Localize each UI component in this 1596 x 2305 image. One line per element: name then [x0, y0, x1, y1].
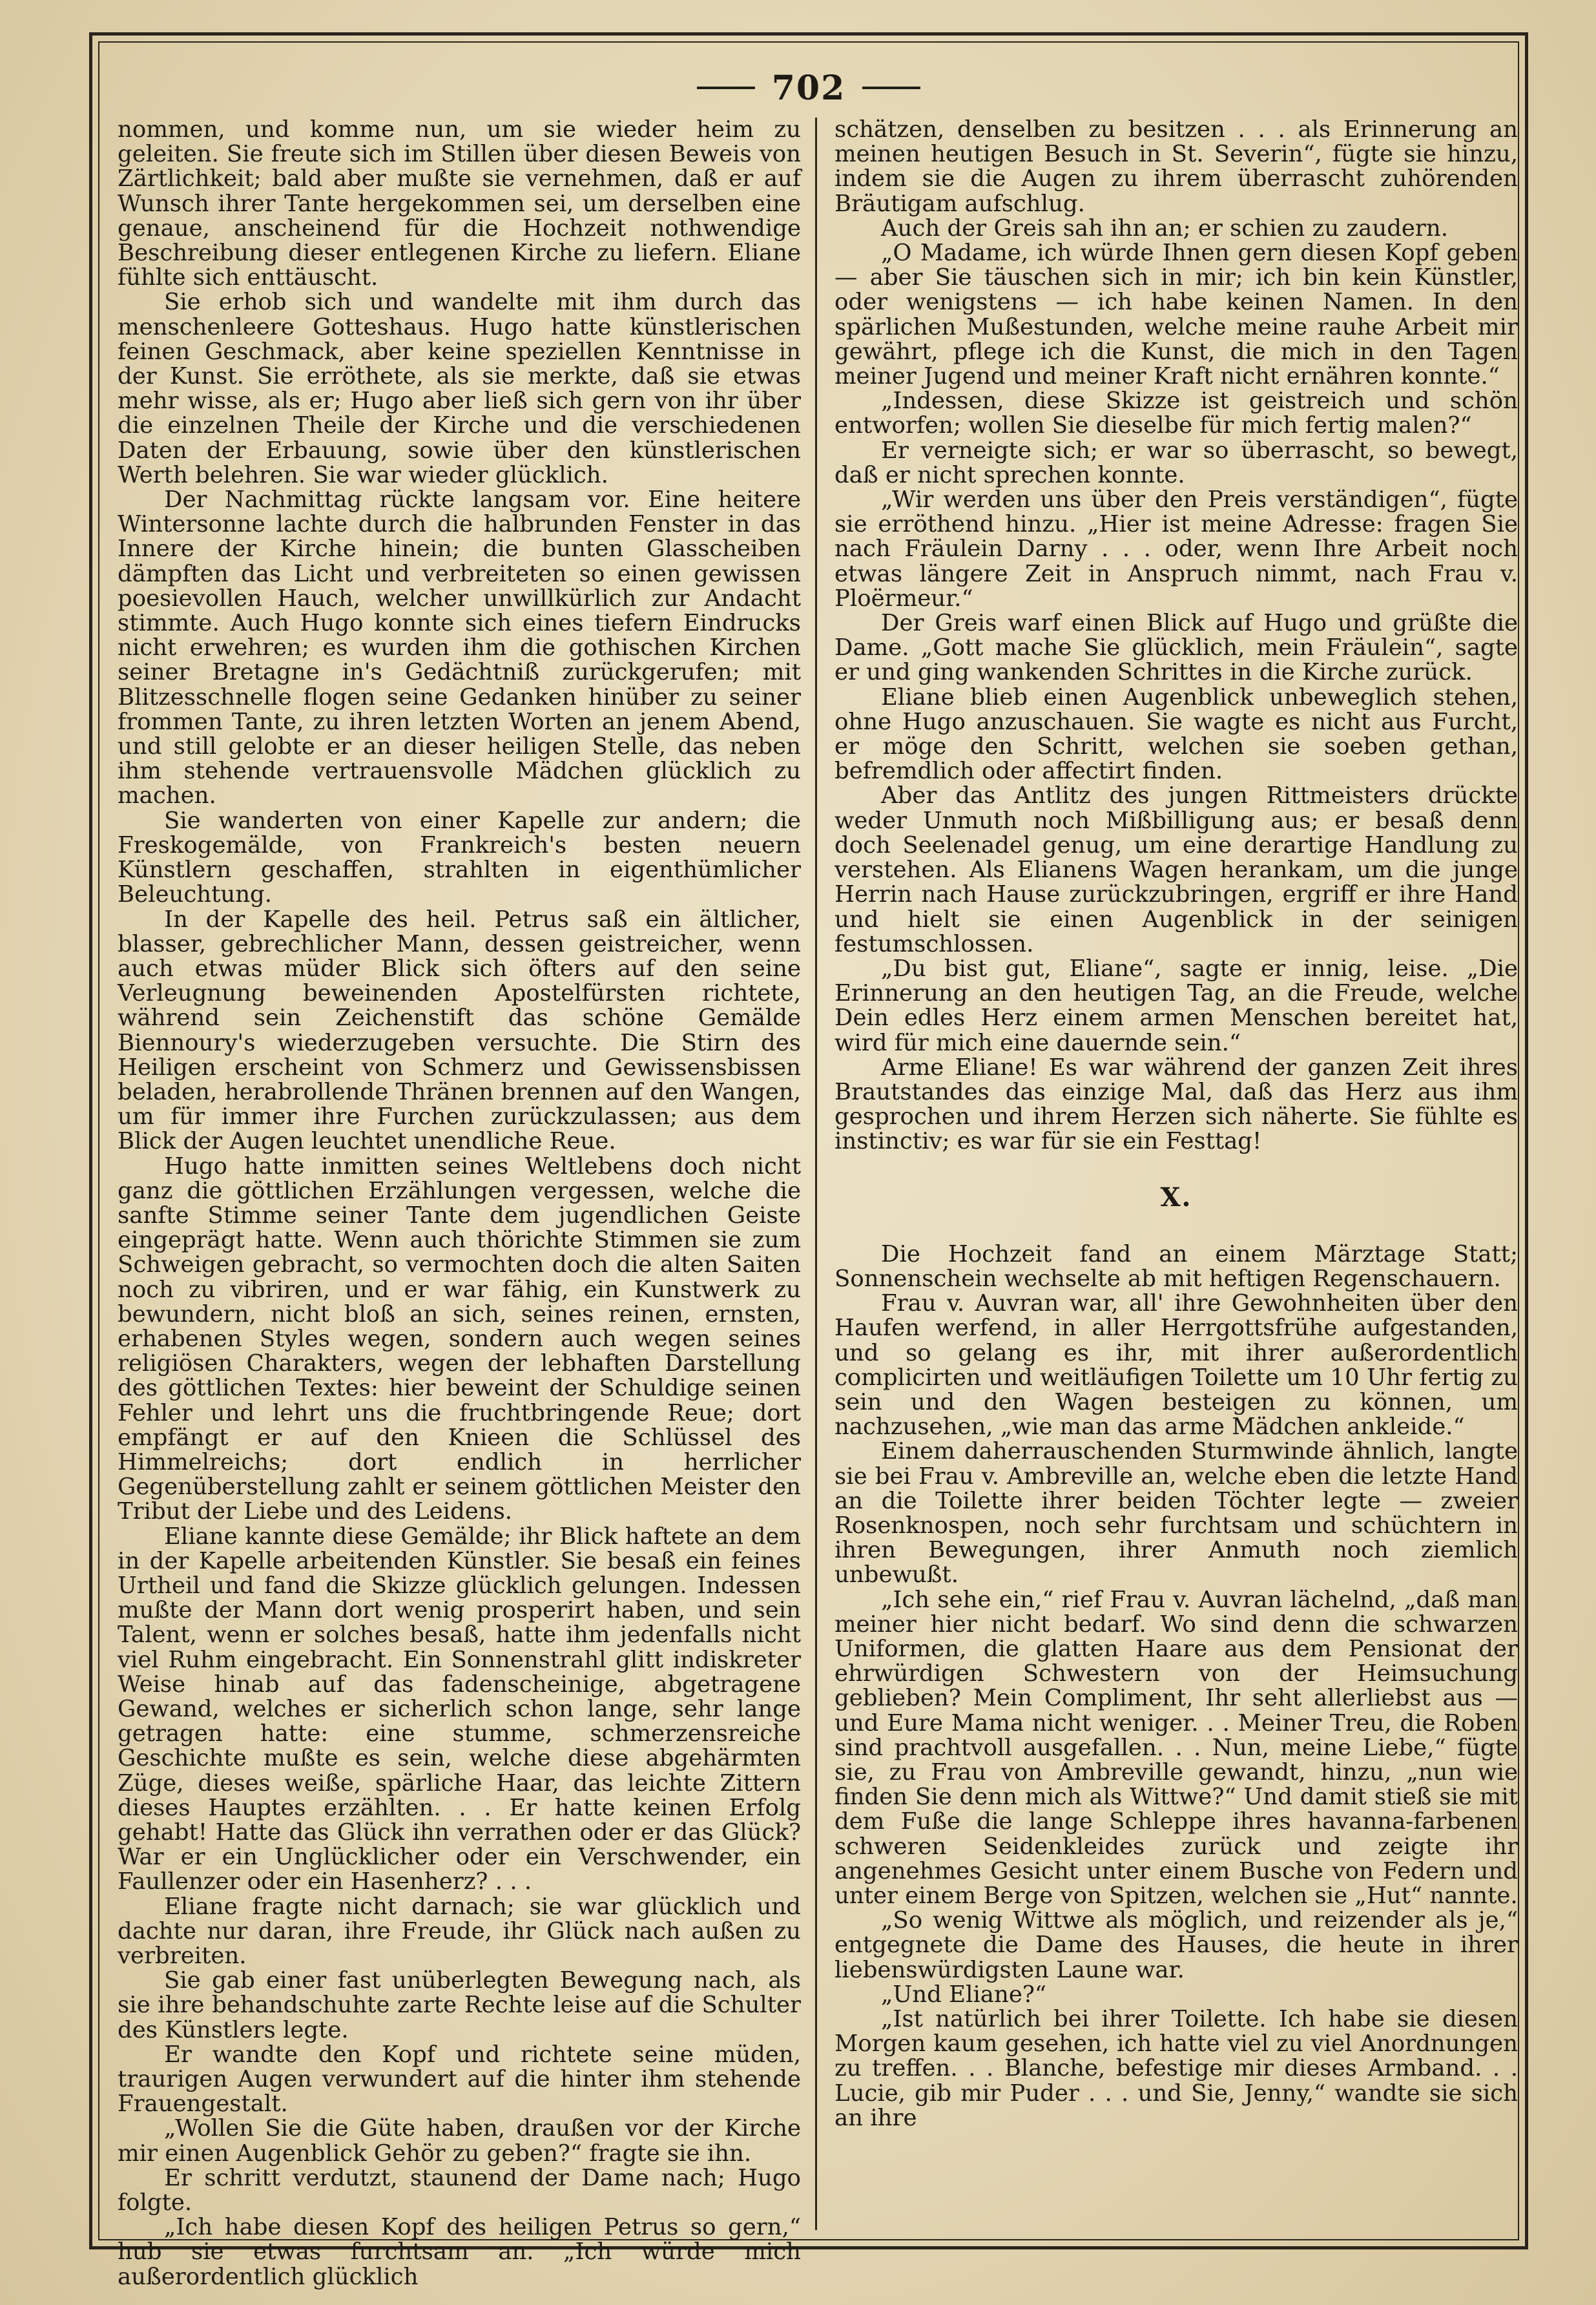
paragraph: Arme Eliane! Es war während der ganzen Zeit ihres Brautstandes das einzige Mal, daß das Herz aus ihm gesprochen und ihrem Herzen sich näherte. Sie fühlte es instinctiv; es war für sie ein Festtag!	[834, 1054, 1518, 1155]
paragraph: Eliane fragte nicht darnach; sie war glücklich und dachte nur daran, ihre Freude, ihr Glück nach außen zu verbreiten.	[118, 1893, 801, 1970]
paragraph: Der Greis warf einen Blick auf Hugo und grüßte die Dame. „Gott mache Sie glücklich, mein Fräulein“, sagte er und ging wankenden Schrittes in die Kirche zurück.	[834, 610, 1518, 686]
right-column	[834, 118, 1518, 2224]
paragraph: Hugo hatte inmitten seines Weltlebens doch nicht ganz die göttlichen Erzählungen vergessen, welche die sanfte Stimme seiner Tante dem jugendlichen Geiste eingeprägt hatte. Wenn auch thörichte Stimmen sie zum Schweigen gebracht, so vermochten doch die alten Saiten noch zu vibriren, und er war fähig, ein Kunstwerk zu bewundern, nicht bloß an sich, seines reinen, ernsten, erhabenen Styles wegen, sondern auch wegen seines religiösen Charakters, wegen der lebhaften Darstellung des göttlichen Textes: hier beweint der Schuldige seinen Fehler und lehrt uns die fruchtbringende Reue; dort empfängt er auf den Knieen die Schlüssel des Himmelreichs; dort endlich in herrlicher Gegenüberstellung zahlt er seinem göttlichen Meister den Tribut der Liebe und des Leidens.	[118, 1152, 801, 1525]
header-rule-right	[862, 87, 920, 89]
paragraph: „Indessen, diese Skizze ist geistreich und schön entworfen; wollen Sie dieselbe für mich fertig malen?“	[834, 388, 1518, 439]
paragraph: schätzen, denselben zu besitzen . . . als Erinnerung an meinen heutigen Besuch in St. Severin“, fügte sie hinzu, indem sie die Augen zu ihrem überrascht zuhörenden Bräutigam aufschlug.	[834, 116, 1518, 217]
paragraph: Er wandte den Kopf und richtete seine müden, traurigen Augen verwundert auf die hinter ihm stehende Frauengestalt.	[118, 2041, 801, 2118]
paragraph: „Ist natürlich bei ihrer Toilette. Ich habe sie diesen Morgen kaum gesehen, ich hatte viel zu viel Anordnungen zu treffen. . . Blanche, befestige mir dieses Armband. . . Lucie, gib mir Puder . . . und Sie, Jenny,“ wandte sie sich an ihre	[834, 2006, 1518, 2131]
header-rule-left	[697, 87, 755, 89]
paragraph: Frau v. Auvran war, all' ihre Gewohnheiten über den Haufen werfend, in aller Herrgottsfrühe aufgestanden, und so gelang es ihr, mit ihrer außerordentlich complicirten und weitläufigen Toilette um 10 Uhr fertig zu sein und den Wagen besteigen zu können, um nachzusehen, „wie man das arme Mädchen ankleide.“	[834, 1290, 1518, 1441]
left-column	[118, 116, 801, 2290]
paragraph: „Und Eliane?“	[881, 1981, 1047, 2008]
paragraph: nommen, und komme nun, um sie wieder heim zu geleiten. Sie freute sich im Stillen über diesen Beweis von Zärtlichkeit; bald aber mußte sie vernehmen, daß er auf Wunsch ihrer Tante hergekommen sei, um derselben eine genaue, anscheinend für die Hochzeit nothwendige Beschreibung dieser entlegenen Kirche zu liefern. Eliane fühlte sich enttäuscht.	[118, 116, 801, 291]
paragraph: Eliane kannte diese Gemälde; ihr Blick haftete an dem in der Kapelle arbeitenden Künstler. Sie besaß ein feines Urtheil und fand die Skizze glücklich gelungen. Indessen mußte der Mann dort wenig prosperirt haben, und sein Talent, wenn er solches besaß, hatte ihm jedenfalls nicht viel Ruhm eingebracht. Ein Sonnenstrahl glitt indiskreter Weise hinab auf das fadenscheinige, abgetragene Gewand, welches er sicherlich schon lange, sehr lange getragen hatte: eine stumme, schmerzensreiche Geschichte mußte es sein, welche diese abgehärmten Züge, dieses weiße, spärliche Haar, das leichte Zittern dieses Hauptes erzählten. . . Er hatte keinen Erfolg gehabt! Hatte das Glück ihn verrathen oder er das Glück? War er ein Unglücklicher oder ein Verschwender, ein Faullenzer oder ein Hasenherz? . . .	[118, 1523, 801, 1895]
paragraph: Eliane blieb einen Augenblick unbeweglich stehen, ohne Hugo anzuschauen. Sie wagte es nicht aus Furcht, er möge den Schritt, welchen sie soeben gethan, befremdlich oder affectirt finden.	[834, 683, 1518, 785]
paragraph: „Du bist gut, Eliane“, sagte er innig, leise. „Die Erinnerung an den heutigen Tag, an die Freude, welche Dein edles Herz einem armen Menschen bereitet hat, wird für mich eine dauernde sein.“	[834, 955, 1518, 1056]
paragraph: Auch der Greis sah ihn an; er schien zu zaudern.	[881, 214, 1449, 242]
paragraph: „Ich habe diesen Kopf des heiligen Petrus so gern,“ hub sie etwas furchtsam an. „Ich würde mich außerordentlich glücklich	[118, 2214, 801, 2290]
paragraph: „Wir werden uns über den Preis verständigen“, fügte sie erröthend hinzu. „Hier ist meine Adresse: fragen Sie nach Fräulein Darny . . . oder, wenn Ihre Arbeit noch etwas längere Zeit in Anspruch nimmt, nach Frau v. Ploërmeur.“	[834, 486, 1518, 612]
paragraph: In der Kapelle des heil. Petrus saß ein ältlicher, blasser, gebrechlicher Mann, dessen geistreicher, wenn auch etwas müder Blick sich öfters auf den seine Verleugnung beweinenden Apostelfürsten richtete, während sein Zeichenstift das schöne Gemälde Biennoury's wiederzugeben versuchte. Die Stirn des Heiligen erscheint von Schmerz und Gewissensbissen beladen, herabrollende Thränen brennen auf den Wangen, um für immer ihre Furchen zurückzulassen; aus dem Blick der Augen leuchtet unendliche Reue.	[118, 906, 801, 1155]
paragraph: Er verneigte sich; er war so überrascht, so bewegt, daß er nicht sprechen konnte.	[834, 437, 1518, 488]
paragraph: Er schritt verdutzt, staunend der Dame nach; Hugo folgte.	[118, 2164, 801, 2216]
paragraph: Die Hochzeit fand an einem Märztage Statt; Sonnenschein wechselte ab mit heftigen Regenschauern.	[834, 1240, 1518, 1292]
column-divider	[815, 118, 817, 2230]
paragraph: „Ich sehe ein,“ rief Frau v. Auvran lächelnd, „daß man meiner hier nicht bedarf. Wo sind denn die schwarzen Uniformen, die glatten Haare aus dem Pensionat der ehrwürdigen Schwestern von der Heimsuchung geblieben? Mein Compliment, Ihr seht allerliebst aus — und Eure Mama nicht weniger. . . Meiner Treu, die Roben sind prachtvoll ausgefallen. . . Nun, meine Liebe,“ fügte sie, zu Frau von Ambreville gewandt, hinzu, „nun wie finden Sie denn mich als Wittwe?“ Und damit stieß sie mit dem Fuße die lange Schleppe ihres havanna-farbenen schweren Seidenkleides zurück und zeigte ihr angenehmes Gesicht unter einem Busche von Federn und unter einem Berge von Spitzen, welchen sie „Hut“ nannte.	[834, 1586, 1518, 1910]
paragraph: Aber das Antlitz des jungen Rittmeisters drückte weder Unmuth noch Mißbilligung aus; er besaß denn doch Seelenadel genug, um eine derartige Handlung zu verstehen. Als Elianens Wagen herankam, um die junge Herrin nach Hause zurückzubringen, ergriff er ihre Hand und hielt sie einen Augenblick in der seinigen festumschlossen.	[834, 782, 1518, 957]
paragraph: „So wenig Wittwe als möglich, und reizender als je,“ entgegnete die Dame des Hauses, die heute in ihrer liebenswürdigsten Laune war.	[834, 1907, 1518, 1983]
page-header	[98, 62, 1519, 114]
chapter-heading: X.	[1160, 1182, 1192, 1213]
paragraph: Sie erhob sich und wandelte mit ihm durch das menschenleere Gotteshaus. Hugo hatte künstlerischen feinen Geschmack, aber keine speziellen Kenntnisse in der Kunst. Sie erröthete, als sie merkte, daß sie etwas mehr wisse, als er; Hugo aber ließ sich gern von ihr über die einzelnen Theile der Kirche und die verschiedenen Daten der Erbauung, sowie über den künstlerischen Werth belehren. Sie war wieder glücklich.	[118, 289, 801, 488]
paragraph: Einem daherrauschenden Sturmwinde ähnlich, langte sie bei Frau v. Ambreville an, welche eben die letzte Hand an die Toilette ihrer beiden Töchter legte — zweier Rosenknospen, noch sehr furchtsam und schüchtern in ihren Bewegungen, ihrer Anmuth noch ziemlich unbewußt.	[834, 1438, 1518, 1589]
paragraph: Der Nachmittag rückte langsam vor. Eine heitere Wintersonne lachte durch die halbrunden Fenster in das Innere der Kirche hinein; die bunten Glasscheiben dämpften das Licht und verbreiteten so einen gewissen poesievollen Hauch, welcher unwillkürlich zur Andacht stimmte. Auch Hugo konnte sich eines tiefern Eindrucks nicht erwehren; es wurden ihm die gothischen Kirchen seiner Bretagne in's Gedächtniß zurückgerufen; mit Blitzesschnelle flogen seine Gedanken hinüber zu seiner frommen Tante, zu ihren letzten Worten an jenem Abend, und still gelobte er an dieser heiligen Stelle, das neben ihm stehende vertrauensvolle Mädchen glücklich zu machen.	[118, 486, 801, 809]
paragraph: Sie gab einer fast unüberlegten Bewegung nach, als sie ihre behandschuhte zarte Rechte leise auf die Schulter des Künstlers legte.	[118, 1967, 801, 2043]
page-number: 702	[771, 68, 846, 108]
paragraph: „Wollen Sie die Güte haben, draußen vor der Kirche mir einen Augenblick Gehör zu geben?“ fragte sie ihn.	[118, 2115, 801, 2167]
paragraph: „O Madame, ich würde Ihnen gern diesen Kopf geben — aber Sie täuschen sich in mir; ich bin kein Künstler, oder wenigstens — ich habe keinen Namen. In den spärlichen Mußestunden, welche meine rauhe Arbeit mir gewährt, pflege ich die Kunst, die mich in den Tagen meiner Jugend und meiner Kraft nicht ernähren konnte.“	[834, 240, 1518, 390]
paragraph: Sie wanderten von einer Kapelle zur andern; die Freskogemälde, von Frankreich's besten neuern Künstlern geschaffen, strahlten in eigenthümlicher Beleuchtung.	[118, 807, 801, 908]
